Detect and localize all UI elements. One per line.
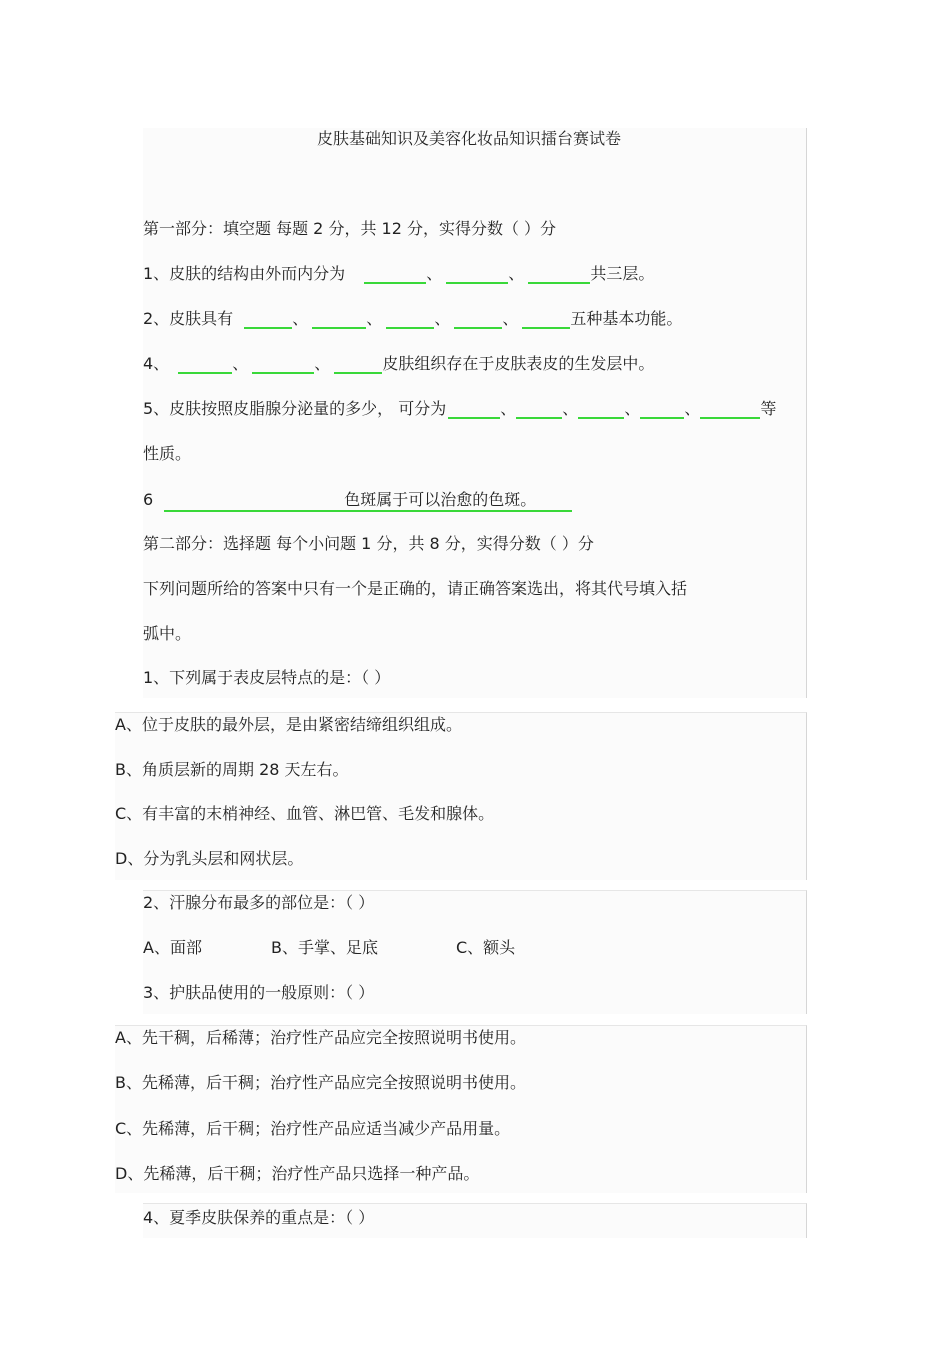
question-1-end: 共三层。 — [590, 264, 655, 283]
choice-question-4: 4、夏季皮肤保养的重点是：（ ） — [143, 1208, 375, 1227]
part1-header: 第一部分：填空题 每题 2 分，共 12 分，实得分数（ ）分 — [143, 219, 557, 238]
blank[interactable] — [364, 266, 426, 284]
blank[interactable] — [178, 356, 232, 374]
question-6-blank-line[interactable] — [164, 490, 572, 512]
blank[interactable] — [522, 311, 570, 329]
separator: 、 — [232, 354, 249, 373]
separator: 、 — [314, 354, 331, 373]
question-5 — [143, 399, 776, 419]
question-5-end: 等 — [760, 399, 777, 418]
question-4-end: 皮肤组织存在于皮肤表皮的生发层中。 — [382, 354, 655, 373]
question-2-end: 五种基本功能。 — [570, 309, 683, 328]
separator: 、 — [502, 309, 519, 328]
blank[interactable] — [446, 266, 508, 284]
question-5-text: 5、皮肤按照皮脂腺分泌量的多少， 可分为 — [143, 399, 447, 418]
choice-question-2: 2、汗腺分布最多的部位是：（ ） — [143, 893, 375, 912]
blank[interactable] — [252, 356, 314, 374]
question-6-end: 色斑属于可以治愈的色斑。 — [344, 490, 537, 509]
blank[interactable] — [334, 356, 382, 374]
separator: 、 — [624, 399, 641, 418]
choice-option[interactable]: D、先稀薄，后干稠；治疗性产品只选择一种产品。 — [115, 1164, 480, 1183]
blank[interactable] — [640, 401, 684, 419]
choice-option[interactable]: B、角质层新的周期 28 天左右。 — [115, 760, 349, 779]
choice-option[interactable]: B、手掌、足底 — [271, 938, 378, 957]
page-title: 皮肤基础知识及美容化妆品知识擂台赛试卷 — [317, 129, 622, 148]
separator: 、 — [292, 309, 309, 328]
choice-option[interactable]: C、额头 — [456, 938, 516, 957]
blank[interactable] — [448, 401, 500, 419]
question-4 — [143, 354, 654, 374]
choice-option[interactable]: C、有丰富的末梢神经、血管、淋巴管、毛发和腺体。 — [115, 804, 495, 823]
question-1 — [143, 264, 654, 284]
blank[interactable] — [312, 311, 366, 329]
separator: 、 — [366, 309, 383, 328]
separator: 、 — [426, 264, 443, 283]
question-1-text: 1、皮肤的结构由外而内分为 — [143, 264, 346, 283]
separator: 、 — [500, 399, 517, 418]
separator: 、 — [684, 399, 701, 418]
question-4-text: 4、 — [143, 354, 170, 373]
part2-intro-line-1: 下列问题所给的答案中只有一个是正确的，请正确答案选出，将其代号填入括 — [143, 579, 688, 598]
choice-option[interactable]: D、分为乳头层和网状层。 — [115, 849, 304, 868]
part2-intro-line-2: 弧中。 — [143, 624, 192, 643]
choice-option[interactable]: B、先稀薄，后干稠；治疗性产品应完全按照说明书使用。 — [115, 1073, 526, 1092]
choice-option[interactable]: A、面部 — [143, 938, 202, 957]
blank[interactable] — [516, 401, 562, 419]
blank[interactable] — [454, 311, 502, 329]
choice-option[interactable]: A、位于皮肤的最外层，是由紧密结缔组织组成。 — [115, 715, 462, 734]
choice-option[interactable]: C、先稀薄，后干稠；治疗性产品应适当减少产品用量。 — [115, 1119, 511, 1138]
blank[interactable] — [578, 401, 624, 419]
question-6-number: 6 — [143, 490, 154, 509]
choice-option[interactable]: A、先干稠，后稀薄；治疗性产品应完全按照说明书使用。 — [115, 1028, 526, 1047]
blank[interactable] — [244, 311, 292, 329]
separator: 、 — [508, 264, 525, 283]
question-5-continued: 性质。 — [143, 444, 192, 463]
blank[interactable] — [700, 401, 760, 419]
blank[interactable] — [528, 266, 590, 284]
choice-question-1: 1、下列属于表皮层特点的是：（ ） — [143, 668, 391, 687]
choice-question-3: 3、护肤品使用的一般原则：（ ） — [143, 983, 375, 1002]
separator: 、 — [562, 399, 579, 418]
separator: 、 — [434, 309, 451, 328]
question-2-text: 2、皮肤具有 — [143, 309, 234, 328]
question-2 — [143, 309, 682, 329]
blank[interactable] — [386, 311, 434, 329]
part2-header: 第二部分：选择题 每个小问题 1 分，共 8 分，实得分数（ ）分 — [143, 534, 594, 553]
question-6 — [143, 490, 572, 512]
